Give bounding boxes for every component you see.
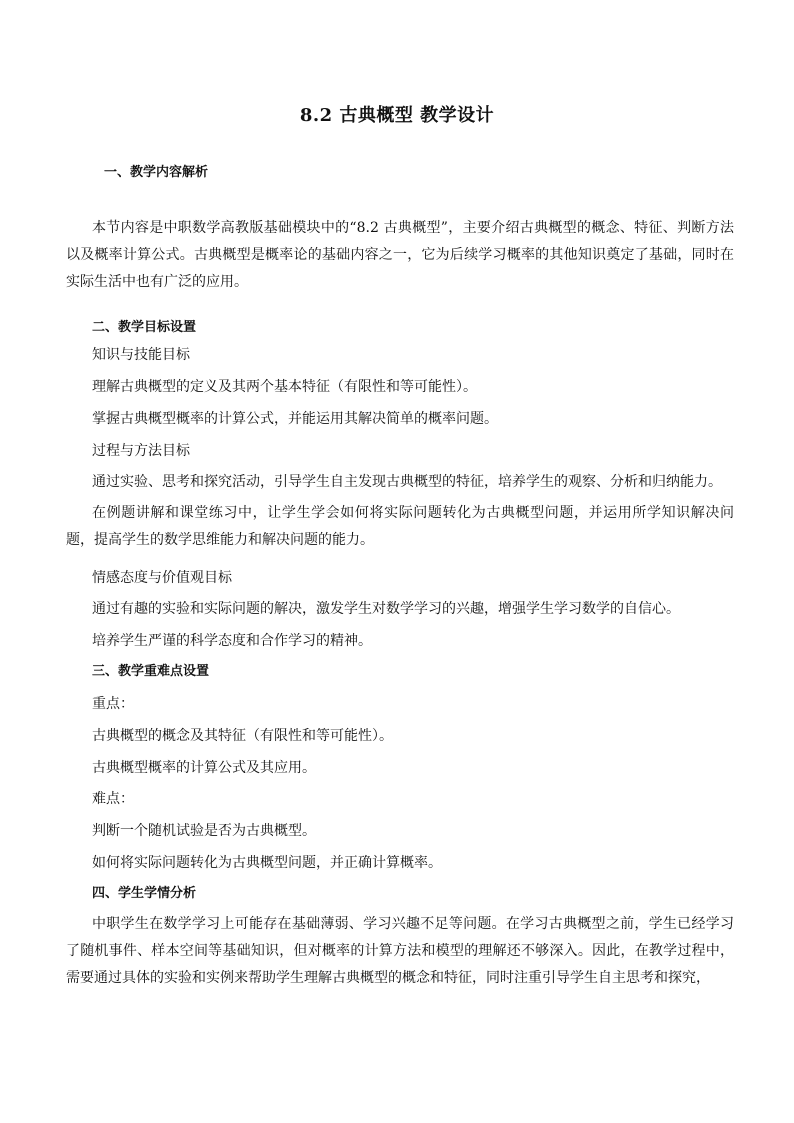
- content-analysis-paragraph: 本节内容是中职数学高教版基础模块中的“8.2 古典概型”，主要介绍古典概型的概念、特征、判断方法以及概率计算公式。古典概型是概率论的基础内容之一，它为后续学习概率的其他知识奠定了基础，同时在实际生活中也有广泛的应用。: [66, 220, 734, 290]
- goal-item: 理解古典概型的定义及其两个基本特征（有限性和等可能性）。: [92, 379, 477, 395]
- subheading-process-method: 过程与方法目标: [92, 443, 190, 459]
- label-key-points: 重点：: [92, 696, 134, 712]
- student-analysis-paragraph: 中职学生在数学学习上可能存在基础薄弱、学习兴趣不足等问题。在学习古典概型之前，学生已经学习了随机事件、样本空间等基础知识，但对概率的计算方法和模型的理解还不够深入。因此，在教学过程中，需要通过具体的实验和实例来帮助学生理解古典概型的概念和特征，同时注重引导学生自主思考和探究，: [66, 916, 734, 986]
- goal-item: 掌握古典概型概率的计算公式，并能运用其解决简单的概率问题。: [92, 411, 498, 427]
- difficult-point-item: 判断一个随机试验是否为古典概型。: [92, 823, 316, 839]
- section-heading-key-difficult-points: 三、教学重难点设置: [92, 664, 210, 679]
- label-difficult-points: 难点：: [92, 791, 134, 807]
- key-point-item: 古典概型概率的计算公式及其应用。: [92, 760, 316, 776]
- goal-item: 培养学生严谨的科学态度和合作学习的精神。: [92, 633, 372, 649]
- subheading-attitude-values: 情感态度与价值观目标: [92, 570, 232, 586]
- section-heading-teaching-goals: 二、教学目标设置: [92, 320, 197, 335]
- goal-item: 通过实验、思考和探究活动，引导学生自主发现古典概型的特征，培养学生的观察、分析和归纳能力。: [92, 474, 722, 490]
- goal-item: 通过有趣的实验和实际问题的解决，激发学生对数学学习的兴趣，增强学生学习数学的自信心。: [92, 601, 680, 617]
- subheading-knowledge-skills: 知识与技能目标: [92, 347, 190, 363]
- key-point-item: 古典概型的概念及其特征（有限性和等可能性）。: [92, 728, 393, 744]
- difficult-point-item: 如何将实际问题转化为古典概型问题，并正确计算概率。: [92, 855, 442, 871]
- section-heading-student-analysis: 四、学生学情分析: [92, 886, 197, 901]
- document-title: 8.2 古典概型 教学设计: [299, 105, 495, 126]
- goal-paragraph: 在例题讲解和课堂练习中，让学生学会如何将实际问题转化为古典概型问题，并运用所学知识解决问题，提高学生的数学思维能力和解决问题的能力。: [66, 505, 734, 548]
- section-heading-content-analysis: 一、教学内容解析: [104, 165, 209, 180]
